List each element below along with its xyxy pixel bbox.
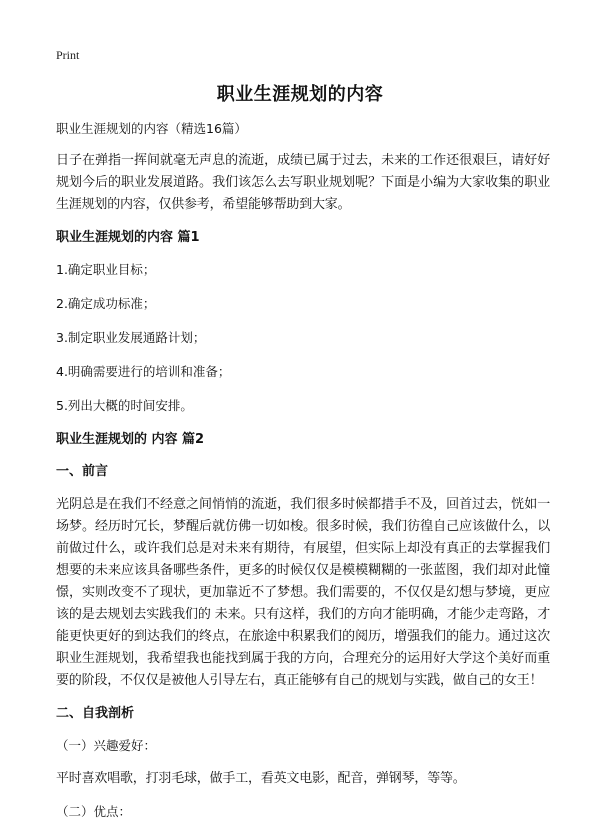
section-heading-self-analysis: 二、自我剖析 — [56, 706, 135, 721]
intro-paragraph: 日子在弹指一挥间就毫无声息的流逝，成绩已属于过去，未来的工作还很艰巨，请好好规划今后的职业发展道路。我们该怎么去写职业规划呢？下面是小编为大家收集的职业生涯规划的内容，仅供参考，希望能够帮助到大家。 — [56, 153, 550, 212]
article-body — [56, 120, 550, 834]
list-item: 3.制定职业发展通路计划； — [56, 330, 206, 345]
list-item: 5.列出大概的时间安排。 — [56, 398, 193, 413]
print-link[interactable]: Print — [56, 48, 80, 62]
sub-heading-interests: （一）兴趣爱好： — [56, 738, 157, 753]
article2-heading: 职业生涯规划的 内容 篇2 — [56, 432, 205, 447]
sub-heading-strengths: （二）优点： — [56, 804, 132, 819]
section-heading-preface: 一、前言 — [56, 464, 109, 479]
document-subtitle: 职业生涯规划的内容（精选16篇） — [56, 121, 247, 136]
list-item: 4.明确需要进行的培训和准备； — [56, 364, 231, 379]
page-title: 职业生涯规划的内容 — [216, 84, 384, 105]
list-item: 1.确定职业目标； — [56, 262, 156, 277]
preface-paragraph: 光阴总是在我们不经意之间悄悄的流逝，我们很多时候都措手不及，回首过去，恍如一场梦。经历时冗长，梦醒后就仿佛一切如梭。很多时候，我们彷徨自己应该做什么，以前做过什么，或许我们总是对未来有期待，有展望，但实际上却没有真正的去掌握我们想要的未来应该具备哪些条件，更多的时候仅仅是模模糊糊的一张蓝图，我们却对此憧憬，实则改变不了现状，更加靠近不了梦想。我们需要的，不仅仅是幻想与梦境，更应该的是去规划去实践我们的 未来。只有这样，我们的方向才能明确，才能少走弯路，才能更快更好的到达我们的终点，在旅途中积累我们的阅历，增强我们的能力。通过这次职业生涯规划，我希望我也能找到属于我的方向，合理充分的运用好大学这个美好而重要的阶段，不仅仅是被他人引导左右，真正能够有自己的规划与实践，做自己的女王！ — [56, 497, 550, 688]
interests-paragraph: 平时喜欢唱歌，打羽毛球，做手工，看英文电影，配音，弹钢琴，等等。 — [56, 771, 466, 786]
list-item: 2.确定成功标准； — [56, 296, 156, 311]
article1-heading: 职业生涯规划的内容 篇1 — [56, 230, 200, 245]
